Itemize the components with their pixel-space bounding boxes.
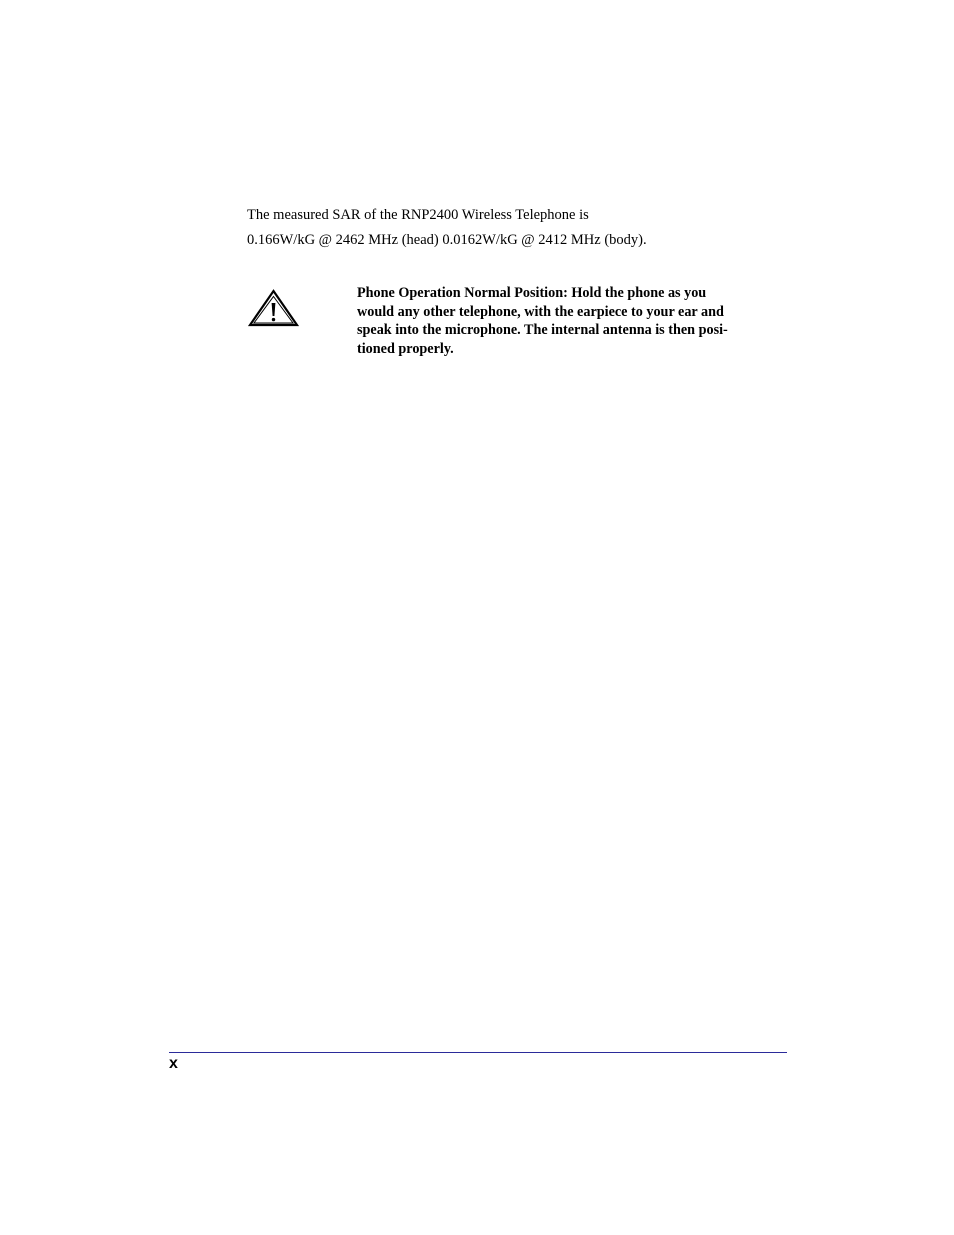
sar-statement-line-1: The measured SAR of the RNP2400 Wireless Telephone is [247,207,589,223]
warning-note [357,284,777,359]
page-number: x [169,1055,178,1072]
warning-note-line: speak into the microphone. The internal antenna is then posi- [357,322,728,339]
sar-statement-line-2: 0.166W/kG @ 2462 MHz (head) 0.0162W/kG @ 2412 MHz (body). [247,232,647,248]
warning-note-line: would any other telephone, with the earpiece to your ear and [357,303,724,320]
warning-note-line: tioned properly. [357,341,454,358]
warning-note-line: Phone Operation Normal Position: Hold the phone as you [357,285,707,301]
warning-triangle-icon [248,289,299,327]
footer-rule [169,1052,787,1053]
